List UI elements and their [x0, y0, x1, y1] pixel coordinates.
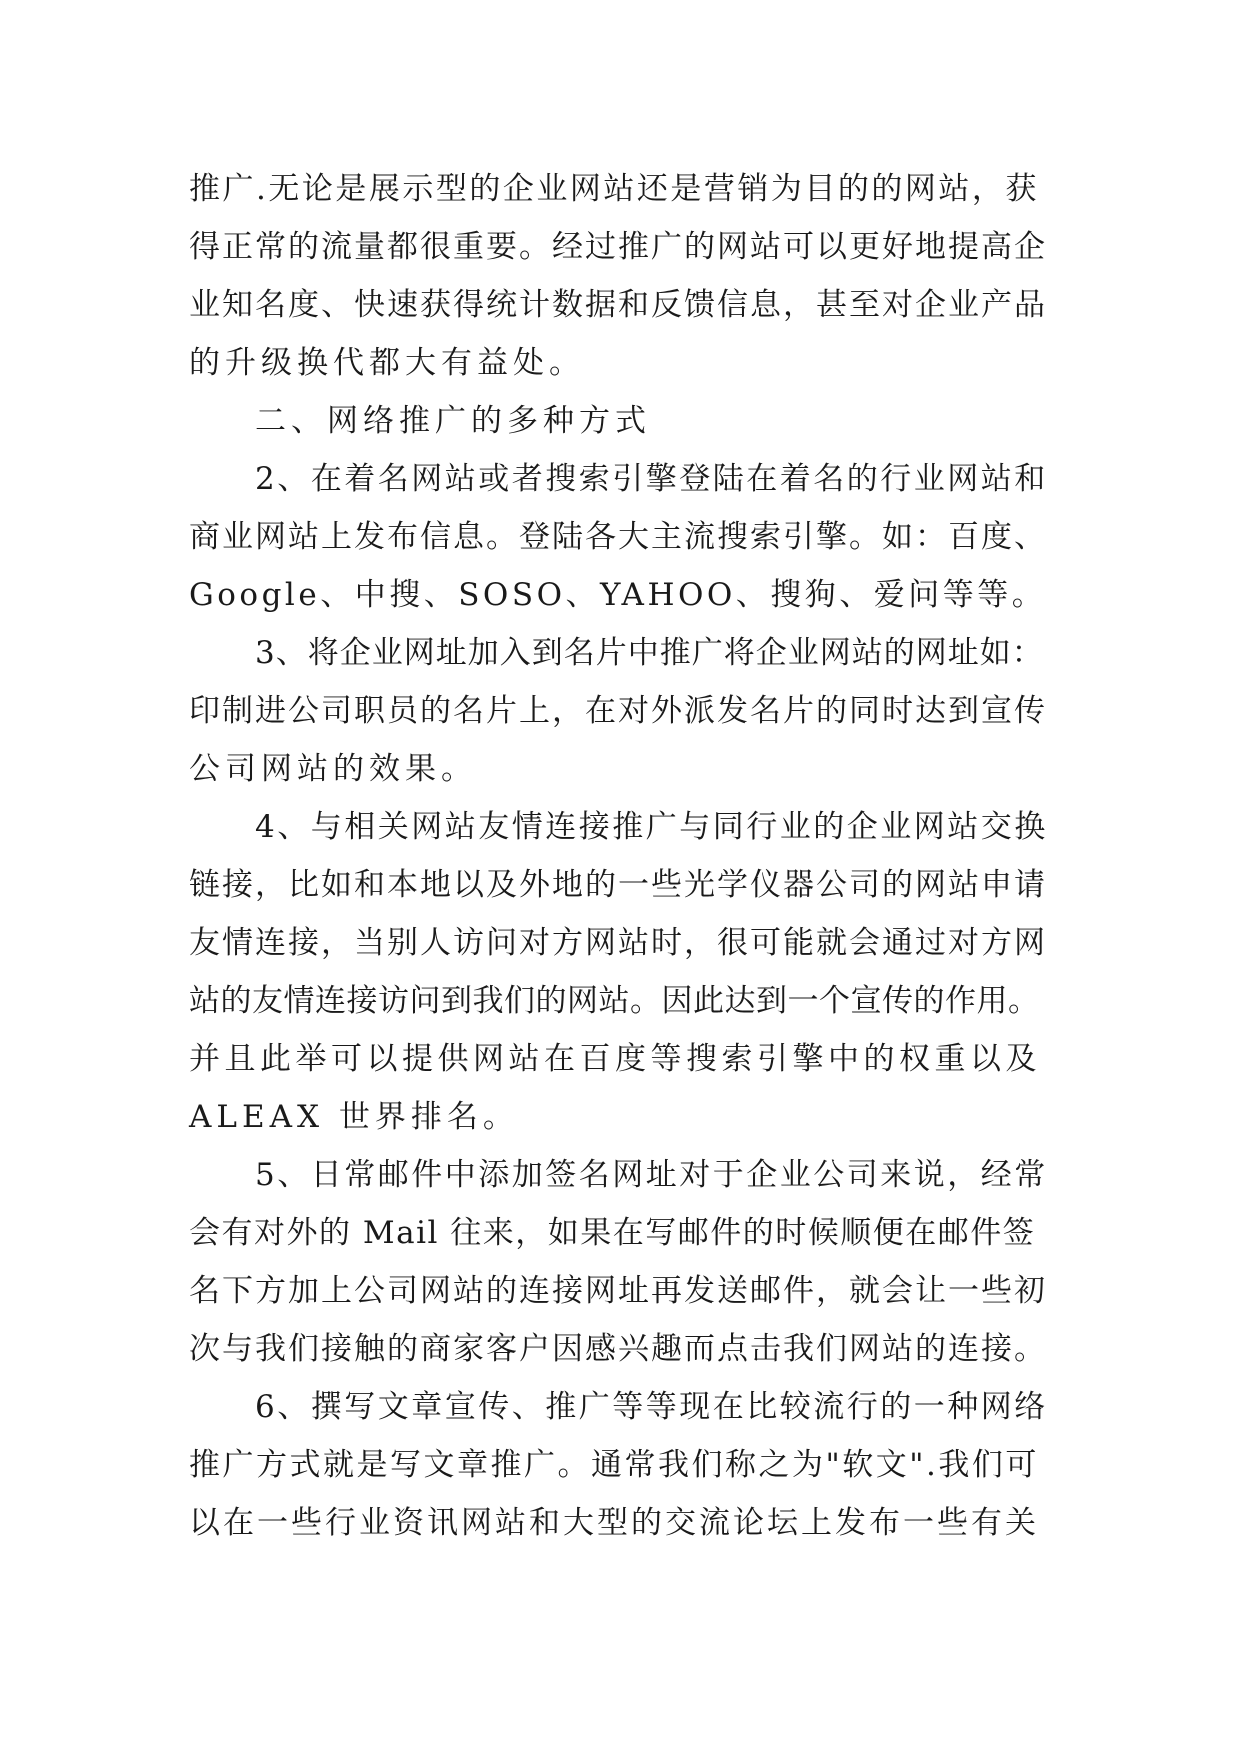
document-body: [189, 160, 1049, 1552]
text-line: 链接，比如和本地以及外地的一些光学仪器公司的网站申请: [189, 867, 1047, 903]
text-line: 4、与相关网站友情连接推广与同行业的企业网站交换: [255, 809, 1048, 845]
text-line: 名下方加上公司网站的连接网址再发送邮件，就会让一些初: [189, 1273, 1047, 1309]
text-line: 的升级换代都大有益处。: [189, 345, 585, 381]
text-line: 二、网络推广的多种方式: [255, 403, 651, 439]
text-line: 2、在着名网站或者搜索引擎登陆在着名的行业网站和: [255, 461, 1048, 497]
text-line: 推广.无论是展示型的企业网站还是营销为目的的网站，获: [189, 171, 1039, 207]
text-line: 6、撰写文章宣传、推广等等现在比较流行的一种网络: [255, 1389, 1048, 1425]
text-line: 5、日常邮件中添加签名网址对于企业公司来说，经常: [255, 1157, 1048, 1193]
text-line: 站的友情连接访问到我们的网站。因此达到一个宣传的作用。: [189, 983, 1040, 1019]
text-line: 并且此举可以提供网站在百度等搜索引擎中的权重以及: [189, 1041, 1041, 1077]
text-line: 以在一些行业资讯网站和大型的交流论坛上发布一些有关: [189, 1505, 1039, 1541]
text-line: 印制进公司职员的名片上，在对外派发名片的同时达到宣传: [189, 693, 1047, 729]
text-line: 会有对外的 Mail 往来，如果在写邮件的时候顺便在邮件签: [189, 1215, 1036, 1251]
text-line: 商业网站上发布信息。登陆各大主流搜索引擎。如：百度、: [189, 519, 1047, 555]
text-line: 公司网站的效果。: [189, 751, 477, 787]
text-line: 得正常的流量都很重要。经过推广的网站可以更好地提高企: [189, 229, 1047, 265]
text-line: Google、中搜、SOSO、YAHOO、搜狗、爱问等等。: [189, 577, 1047, 613]
text-line: 业知名度、快速获得统计数据和反馈信息，甚至对企业产品: [189, 287, 1047, 323]
text-line: 次与我们接触的商家客户因感兴趣而点击我们网站的连接。: [189, 1331, 1047, 1367]
text-line: 3、将企业网址加入到名片中推广将企业网站的网址如：: [255, 635, 1044, 671]
text-line: 推广方式就是写文章推广。通常我们称之为"软文".我们可: [189, 1447, 1039, 1483]
text-line: 友情连接，当别人访问对方网站时，很可能就会通过对方网: [189, 925, 1047, 961]
text-line: ALEAX 世界排名。: [189, 1099, 519, 1135]
